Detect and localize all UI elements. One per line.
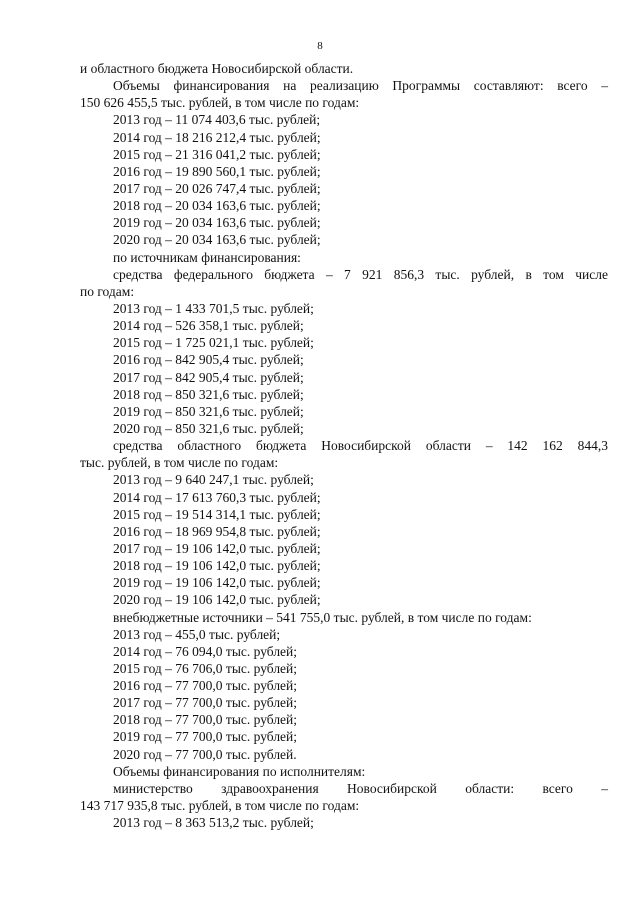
year-line: 2017 год – 842 905,4 тыс. рублей;	[113, 369, 304, 385]
text-line: тыс. рублей, в том числе по годам:	[80, 455, 279, 471]
year-line: 2017 год – 20 026 747,4 тыс. рублей;	[113, 180, 321, 196]
text-line: средства федерального бюджета – 7 921 856,3 тыс. рублей, в том числе	[113, 266, 608, 282]
year-line: 2016 год – 18 969 954,8 тыс. рублей;	[113, 523, 321, 539]
year-line: 2015 год – 1 725 021,1 тыс. рублей;	[113, 335, 314, 351]
text-line: внебюджетные источники – 541 755,0 тыс. рублей, в том числе по годам:	[113, 609, 532, 625]
year-line: 2014 год – 526 358,1 тыс. рублей;	[113, 318, 304, 334]
year-line: 2014 год – 18 216 212,4 тыс. рублей;	[113, 129, 321, 145]
year-line: 2015 год – 76 706,0 тыс. рублей;	[113, 660, 298, 676]
year-line: 2018 год – 850 321,6 тыс. рублей;	[113, 386, 304, 402]
text-line: средства областного бюджета Новосибирской области – 142 162 844,3	[113, 438, 608, 454]
year-line: 2020 год – 77 700,0 тыс. рублей.	[113, 746, 297, 762]
year-line: 2018 год – 77 700,0 тыс. рублей;	[113, 712, 298, 728]
year-line: 2019 год – 20 034 163,6 тыс. рублей;	[113, 215, 321, 231]
year-line: 2014 год – 17 613 760,3 тыс. рублей;	[113, 489, 321, 505]
text-line: по источникам финансирования:	[113, 249, 301, 265]
text-line: по годам:	[80, 283, 135, 299]
text-line: Объемы финансирования по исполнителям:	[113, 763, 366, 779]
text-line: 150 626 455,5 тыс. рублей, в том числе по годам:	[80, 95, 360, 111]
year-line: 2018 год – 20 034 163,6 тыс. рублей;	[113, 198, 321, 214]
text-line: 143 717 935,8 тыс. рублей, в том числе по годам:	[80, 798, 360, 814]
year-line: 2013 год – 9 640 247,1 тыс. рублей;	[113, 472, 314, 488]
year-line: 2013 год – 8 363 513,2 тыс. рублей;	[113, 815, 314, 831]
text-line: Объемы финансирования на реализацию Программы составляют: всего –	[113, 78, 608, 94]
year-line: 2017 год – 19 106 142,0 тыс. рублей;	[113, 540, 321, 556]
year-line: 2015 год – 21 316 041,2 тыс. рублей;	[113, 146, 321, 162]
year-line: 2019 год – 77 700,0 тыс. рублей;	[113, 729, 298, 745]
year-line: 2014 год – 76 094,0 тыс. рублей;	[113, 643, 298, 659]
document-body	[80, 60, 608, 831]
year-line: 2013 год – 1 433 701,5 тыс. рублей;	[113, 300, 314, 316]
year-line: 2016 год – 842 905,4 тыс. рублей;	[113, 352, 304, 368]
year-line: 2017 год – 77 700,0 тыс. рублей;	[113, 695, 298, 711]
year-line: 2016 год – 19 890 560,1 тыс. рублей;	[113, 163, 321, 179]
text-line: министерство здравоохранения Новосибирской области: всего –	[113, 780, 608, 796]
page-number: 8	[317, 40, 323, 52]
year-line: 2016 год – 77 700,0 тыс. рублей;	[113, 678, 298, 694]
text-line: и областного бюджета Новосибирской области.	[80, 61, 354, 76]
year-line: 2019 год – 850 321,6 тыс. рублей;	[113, 403, 304, 419]
year-line: 2013 год – 11 074 403,6 тыс. рублей;	[113, 112, 321, 128]
year-line: 2018 год – 19 106 142,0 тыс. рублей;	[113, 558, 321, 574]
year-line: 2019 год – 19 106 142,0 тыс. рублей;	[113, 575, 321, 591]
year-line: 2015 год – 19 514 314,1 тыс. рублей;	[113, 506, 321, 522]
year-line: 2020 год – 850 321,6 тыс. рублей;	[113, 420, 304, 436]
year-line: 2020 год – 19 106 142,0 тыс. рублей;	[113, 592, 321, 608]
year-line: 2020 год – 20 034 163,6 тыс. рублей;	[113, 232, 321, 248]
year-line: 2013 год – 455,0 тыс. рублей;	[113, 626, 281, 642]
